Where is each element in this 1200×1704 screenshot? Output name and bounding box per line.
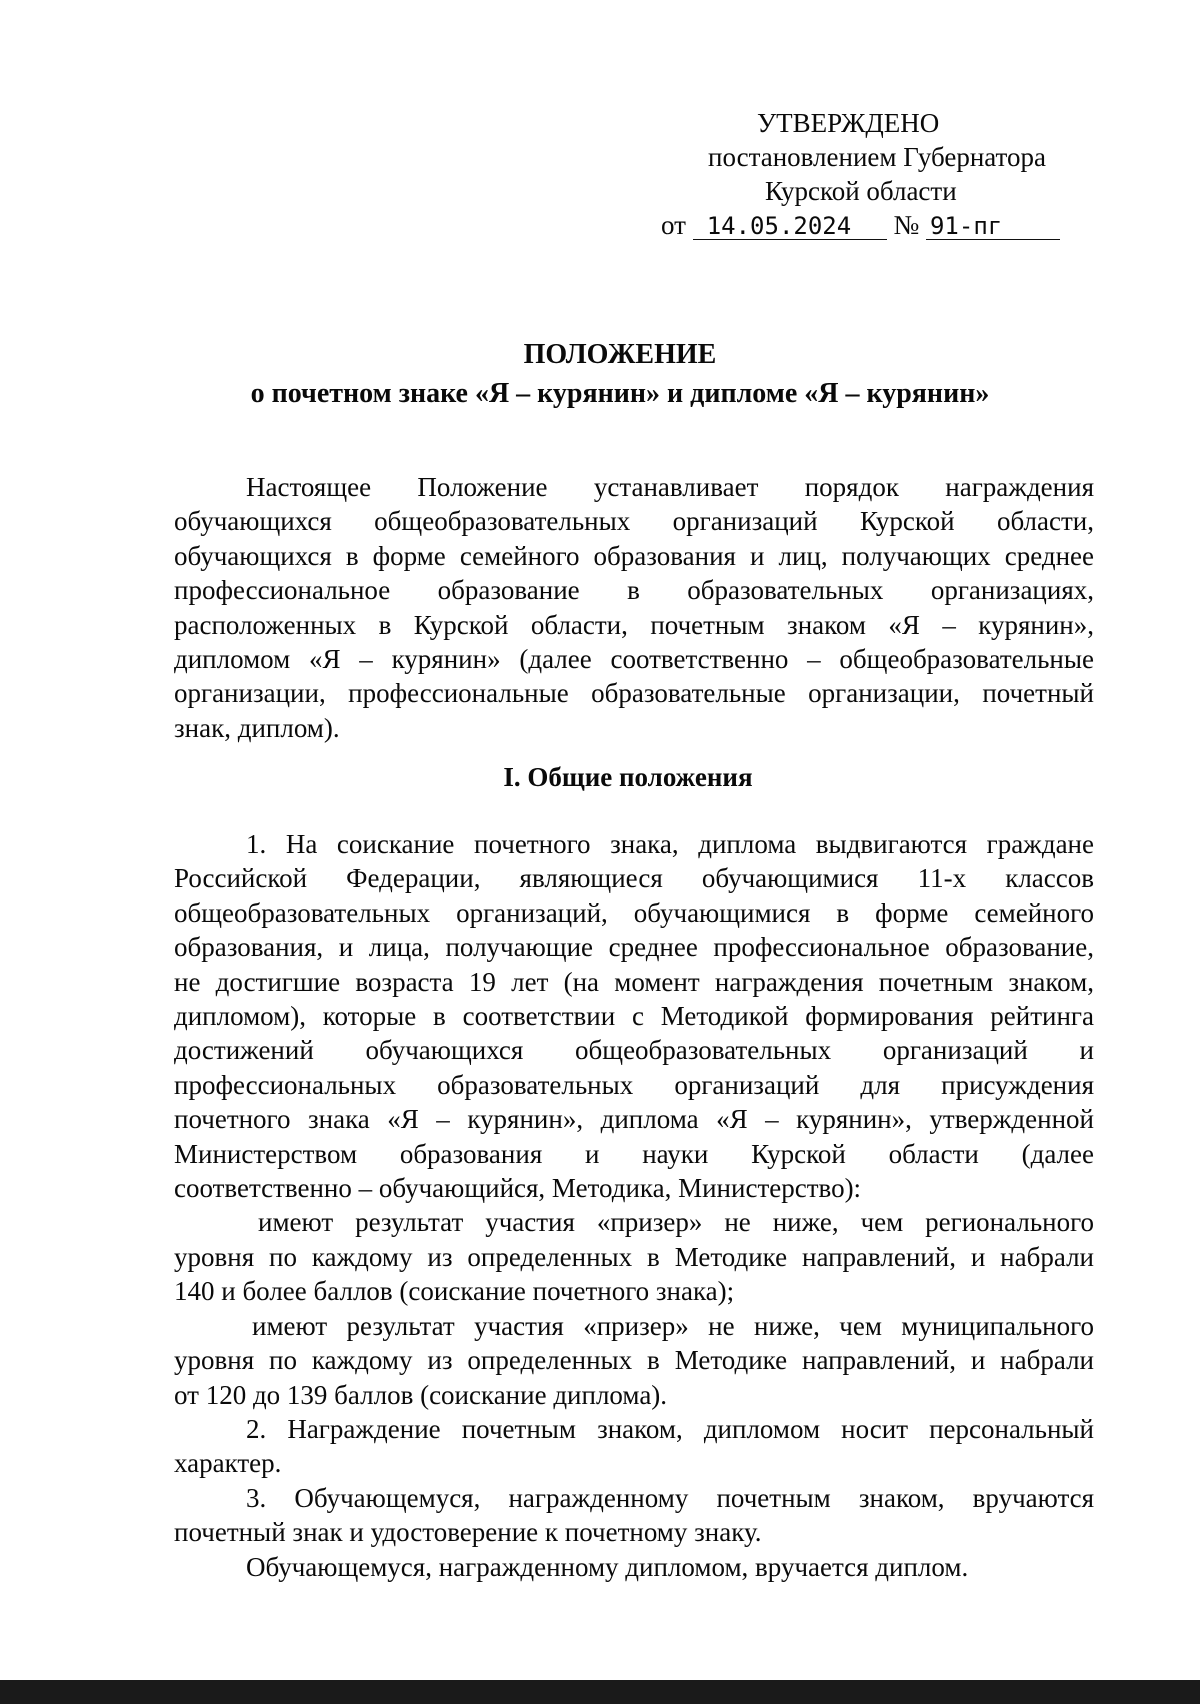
p1-line: дипломом), которые в соответствии с Методикой формирования рейтинга (174, 1001, 1094, 1032)
p2-line: характер. (174, 1448, 282, 1479)
p3-line: 3. Обучающемуся, награжденному почетным знаком, вручаются (246, 1482, 1094, 1513)
approval-region-line: Курской области (765, 176, 957, 206)
p1a-line: 140 и более баллов (соискание почетного знака); (174, 1276, 735, 1307)
p3-line: почетный знак и удостоверение к почетному знаку. (174, 1517, 762, 1548)
p1b-line: уровня по каждому из определенных в Методике направлений, и набрали (174, 1345, 1094, 1376)
approval-date: 14.05.2024 (693, 213, 887, 240)
p2-line: 2. Награждение почетным знаком, дипломом носит персональный (246, 1413, 1094, 1444)
p4-line: Обучающемуся, награжденному дипломом, вручается диплом. (246, 1551, 969, 1582)
scan-border (0, 1680, 1200, 1704)
p1-line: не достигшие возраста 19 лет (на момент награждения почетным знаком, (174, 966, 1094, 997)
intro-line: знак, диплом). (174, 712, 340, 743)
p1b-line: от 120 до 139 баллов (соискание диплома). (174, 1379, 668, 1410)
document-subtitle: о почетном знаке «Я – курянин» и дипломе «Я – курянин» (250, 378, 990, 409)
approval-number: 91-пг (926, 213, 1060, 240)
p1a-line: уровня по каждому из определенных в Методике направлений, и набрали (174, 1241, 1094, 1272)
intro-paragraph (174, 470, 1094, 745)
p1a-line: имеют результат участия «призер» не ниже, чем регионального (258, 1207, 1094, 1238)
approval-block (640, 106, 1080, 242)
p1-line: 1. На соискание почетного знака, диплома выдвигаются граждане (246, 829, 1094, 859)
approval-date-line (640, 208, 1080, 242)
p1b-line: имеют результат участия «призер» не ниже, чем муниципального (252, 1310, 1094, 1341)
intro-line: расположенных в Курской области, почетным знаком «Я – курянин», (174, 609, 1094, 640)
number-prefix: № (893, 210, 920, 240)
intro-line: дипломом «Я – курянин» (далее соответственно – общеобразовательные (174, 644, 1094, 675)
date-prefix: от (661, 210, 686, 240)
p1-line: образования, и лица, получающие среднее профессиональное образование, (174, 932, 1094, 963)
approval-title: УТВЕРЖДЕНО (757, 108, 940, 138)
p1-line: общеобразовательных организаций, обучающимися в форме семейного (174, 897, 1094, 928)
intro-line: профессиональное образование в образовательных организациях, (174, 575, 1094, 606)
p1-line: достижений обучающихся общеобразовательных организаций и (174, 1035, 1094, 1066)
section1-body (174, 827, 1094, 1584)
p1-line: соответственно – обучающийся, Методика, Министерство): (174, 1173, 862, 1204)
approval-by-line: постановлением Губернатора (708, 142, 1046, 172)
intro-line: Настоящее Положение устанавливает порядок награждения (246, 472, 1094, 502)
section-heading: I. Общие положения (503, 762, 753, 792)
intro-line: обучающихся общеобразовательных организаций Курской области, (174, 506, 1094, 537)
p1-line: почетного знака «Я – курянин», диплома «Я – курянин», утвержденной (174, 1104, 1094, 1135)
p1-line: Российской Федерации, являющиеся обучающимися 11-х классов (174, 863, 1094, 894)
p1-line: Министерством образования и науки Курской области (далее (174, 1138, 1094, 1169)
intro-line: обучающихся в форме семейного образования и лиц, получающих среднее (174, 540, 1094, 571)
p1-line: профессиональных образовательных организаций для присуждения (174, 1069, 1094, 1100)
document-title: ПОЛОЖЕНИЕ (523, 339, 717, 370)
intro-line: организации, профессиональные образовательные организации, почетный (174, 678, 1094, 709)
